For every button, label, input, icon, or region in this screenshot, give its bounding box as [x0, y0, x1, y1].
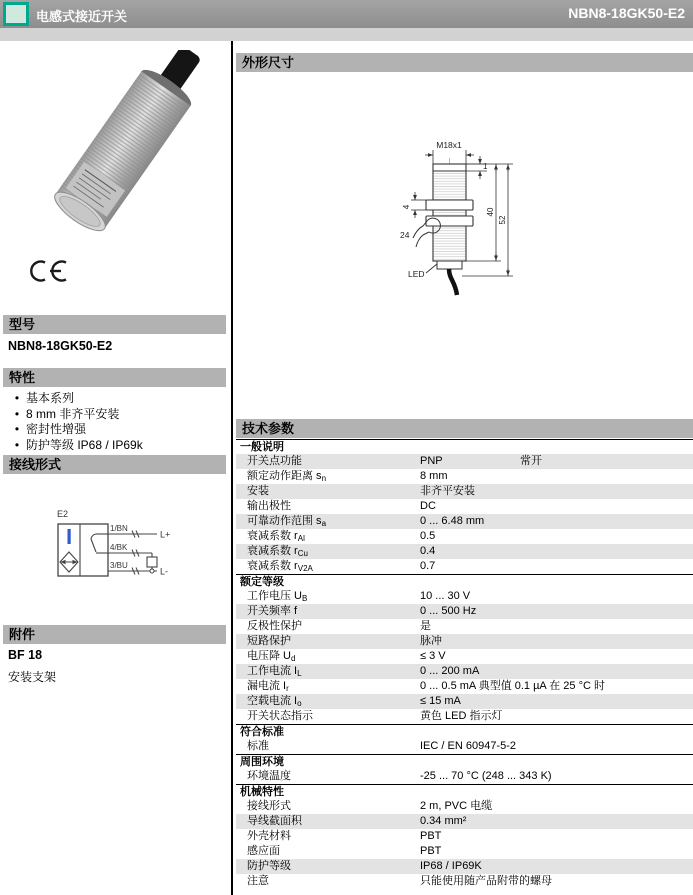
bullet-icon: • — [14, 422, 20, 436]
spec-row — [236, 769, 693, 784]
inductive-symbol — [68, 529, 71, 544]
spec-row — [236, 529, 693, 544]
brand-logo — [3, 2, 29, 26]
spec-label: 衰减系数 $r_{Cu}$ — [247, 545, 308, 558]
spec-row — [236, 499, 693, 514]
spec-row — [236, 829, 693, 844]
features-list — [8, 391, 223, 453]
spec-row — [236, 514, 693, 529]
spec-value: 只能使用随产品附带的螺母 — [420, 875, 552, 887]
spec-row — [236, 844, 693, 859]
page-title: 电感式接近开关 — [36, 9, 128, 24]
spec-value: 2 m, PVC 电缆 — [420, 800, 493, 812]
wiring-diagram-label: E2 — [57, 509, 69, 519]
spec-row — [236, 544, 693, 559]
spec-label: 导线截面积 — [247, 815, 302, 827]
spec-row — [236, 874, 693, 889]
spec-value: -25 ... 70 °C (248 ... 343 K) — [420, 770, 552, 782]
nut-2 — [426, 216, 473, 226]
spec-label: 防护等级 — [247, 860, 291, 872]
product-photo — [28, 50, 218, 265]
top-header-bar — [0, 0, 693, 28]
wire3-label: 3/BU — [110, 561, 128, 570]
spec-label: 标准 — [247, 740, 269, 752]
spec-value: DC — [420, 500, 436, 512]
spec-label: 漏电流 $I_r$ — [247, 680, 289, 693]
spec-value-2: 常开 — [520, 455, 542, 467]
spec-section-header: 符合标准 — [236, 724, 693, 739]
spec-label: 电压降 $U_d$ — [247, 650, 296, 663]
spec-row — [236, 634, 693, 649]
connection-section-heading: 接线形式 — [3, 455, 226, 474]
ce-mark-icon — [28, 258, 70, 284]
specs-section-heading: 技术参数 — [236, 419, 693, 438]
wire1-label: 1/BN — [110, 524, 128, 533]
load-symbol — [147, 557, 157, 567]
lplus-label: L+ — [160, 529, 171, 540]
accessory-model: BF 18 — [8, 648, 43, 662]
dim-52-label: 52 — [498, 215, 507, 225]
spec-label: 接线形式 — [247, 800, 291, 812]
thread-size-label: M18x1 — [436, 140, 462, 150]
spec-section-header: 机械特性 — [236, 784, 693, 799]
spec-row — [236, 739, 693, 754]
spec-value: IEC / EN 60947-5-2 — [420, 740, 516, 752]
dimensions-section-heading: 外形尺寸 — [236, 53, 693, 72]
spec-row — [236, 679, 693, 694]
wire2-label: 4/BK — [110, 543, 128, 552]
led-label: LED — [408, 269, 425, 279]
spec-row — [236, 619, 693, 634]
spec-row — [236, 709, 693, 724]
header-separator — [0, 28, 693, 41]
feature-text: 基本系列 — [26, 391, 75, 405]
spec-label: 输出极性 — [247, 500, 291, 512]
spec-label: 反极性保护 — [247, 620, 302, 632]
spec-label: 环境温度 — [247, 770, 291, 782]
part-number: NBN8-18GK50-E2 — [568, 5, 685, 21]
spec-value: 黄色 LED 指示灯 — [420, 710, 503, 722]
spec-label: 工作电流 $I_L$ — [247, 665, 302, 678]
spec-value: 是 — [420, 620, 431, 632]
spec-label: 工作电压 $U_B$ — [247, 590, 308, 603]
spec-value: 非齐平安装 — [420, 485, 475, 497]
spec-value: PNP — [420, 455, 443, 467]
spec-section-header: 额定等级 — [236, 574, 693, 589]
spec-row — [236, 604, 693, 619]
accessory-description: 安装支架 — [8, 670, 57, 684]
spec-label: 衰减系数 $r_{Al}$ — [247, 530, 305, 543]
accessories-section-heading: 附件 — [3, 625, 226, 644]
spec-label: 开关点功能 — [247, 455, 302, 467]
spec-section-header: 周围环境 — [236, 754, 693, 769]
spec-row — [236, 559, 693, 574]
spec-value: 0.34 mm² — [420, 815, 467, 827]
spec-row — [236, 649, 693, 664]
spec-row — [236, 694, 693, 709]
column-divider — [231, 41, 233, 895]
cable-gland — [437, 261, 462, 269]
spec-value: 0.7 — [420, 560, 436, 572]
spec-table — [236, 439, 693, 889]
spec-row — [236, 469, 693, 484]
spec-row — [236, 859, 693, 874]
spec-value: 0.5 — [420, 530, 436, 542]
feature-text: 8 mm 非齐平安装 — [26, 406, 120, 421]
bullet-icon: • — [14, 391, 20, 405]
spec-value: 8 mm — [420, 470, 448, 482]
lminus-label: L- — [160, 566, 169, 577]
spec-value: PBT — [420, 830, 442, 842]
spec-value: ≤ 15 mA — [420, 695, 461, 707]
wrench-size-label: 24 — [400, 230, 410, 240]
wiring-diagram — [50, 505, 225, 600]
spec-section-header: 一般说明 — [236, 439, 693, 454]
spec-label: 空载电流 $I_o$ — [247, 695, 302, 708]
bullet-icon: • — [14, 406, 20, 421]
spec-value: ≤ 3 V — [420, 650, 446, 662]
spec-value: 脉冲 — [420, 635, 442, 647]
model-value: NBN8-18GK50-E2 — [8, 339, 113, 353]
dimension-drawing — [395, 128, 625, 313]
spec-row — [236, 799, 693, 814]
spec-row — [236, 814, 693, 829]
spec-label: 安装 — [247, 485, 269, 497]
spec-value: 0 ... 500 Hz — [420, 605, 477, 617]
spec-value: 0.4 — [420, 545, 436, 557]
spec-label: 注意 — [247, 875, 269, 887]
spec-value: 10 ... 30 V — [420, 590, 471, 602]
feature-item — [8, 438, 223, 454]
spec-label: 开关频率 f — [247, 605, 298, 617]
bullet-icon: • — [14, 437, 20, 452]
spec-row — [236, 454, 693, 469]
feature-text: 防护等级 IP68 / IP69k — [26, 437, 143, 452]
cable — [449, 269, 457, 295]
dim-40-label: 40 — [486, 207, 495, 217]
spec-row — [236, 484, 693, 499]
feature-item — [8, 422, 223, 438]
feature-text: 密封性增强 — [26, 422, 87, 436]
spec-value: 0 ... 6.48 mm — [420, 515, 485, 527]
feature-item — [8, 391, 223, 407]
spec-label: 额定动作距离 $s_n$ — [247, 470, 327, 483]
feature-item — [8, 407, 223, 423]
model-section-heading: 型号 — [3, 315, 226, 334]
spec-label: 衰减系数 $r_{V2A}$ — [247, 560, 313, 573]
dim-1-label: 1 — [483, 162, 488, 171]
spec-label: 感应面 — [247, 845, 280, 857]
features-section-heading: 特性 — [3, 368, 226, 387]
spec-value: 0 ... 200 mA — [420, 665, 480, 677]
spec-row — [236, 664, 693, 679]
spec-value: IP68 / IP69K — [420, 860, 482, 872]
dim-4-label: 4 — [402, 204, 411, 210]
spec-row — [236, 589, 693, 604]
spec-value: 0 ... 0.5 mA 典型值 0.1 µA 在 25 °C 时 — [420, 680, 605, 692]
spec-value: PBT — [420, 845, 442, 857]
spec-label: 开关状态指示 — [247, 710, 313, 722]
nut-1 — [426, 200, 473, 210]
spec-label: 外壳材料 — [247, 830, 291, 842]
spec-label: 可靠动作范围 $s_a$ — [247, 515, 327, 528]
spec-label: 短路保护 — [247, 635, 291, 647]
